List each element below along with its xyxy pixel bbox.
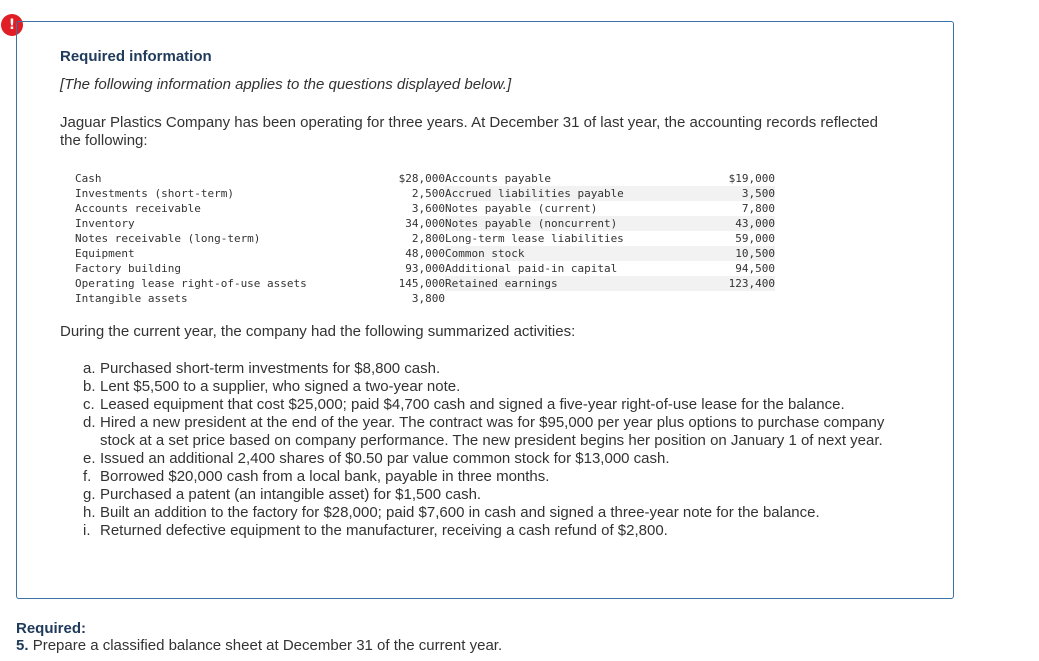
liability-name: Notes payable (noncurrent) <box>445 216 665 231</box>
ledger-row <box>75 246 775 261</box>
liability-name: Notes payable (current) <box>445 202 598 215</box>
activity-marker: i. <box>83 522 91 539</box>
asset-name: Cash <box>75 172 102 185</box>
activity-marker: e. <box>83 450 96 467</box>
asset-name: Notes receivable (long-term) <box>75 232 261 245</box>
ledger-row <box>75 216 775 231</box>
liability-name: Accounts payable <box>445 172 551 185</box>
asset-amount: 93,000 <box>405 262 445 275</box>
asset-name: Investments (short-term) <box>75 187 234 200</box>
activity-item <box>83 396 913 414</box>
asset-name: Accounts receivable <box>75 202 201 215</box>
account-balances-table <box>75 171 775 306</box>
liability-amount: 43,000 <box>665 216 775 231</box>
asset-name: Intangible assets <box>75 292 188 305</box>
liability-amount: $19,000 <box>728 172 775 185</box>
activity-text: Purchased short-term investments for $8,800 cash. <box>100 360 441 377</box>
activity-marker: g. <box>83 486 96 503</box>
asset-amount: 48,000 <box>405 247 445 260</box>
activity-marker: c. <box>83 396 95 413</box>
liability-name: Common stock <box>445 246 665 261</box>
liability-amount: 10,500 <box>665 246 775 261</box>
required-question <box>16 637 502 654</box>
activity-text: Lent $5,500 to a supplier, who signed a two-year note. <box>100 378 461 395</box>
activity-item <box>83 522 913 540</box>
activity-text: Borrowed $20,000 cash from a local bank, payable in three months. <box>100 468 550 485</box>
activity-marker: b. <box>83 378 96 395</box>
liability-name: Long-term lease liabilities <box>445 232 624 245</box>
asset-amount: 2,800 <box>411 232 445 245</box>
ledger-row <box>75 291 775 306</box>
ledger-row <box>75 186 775 201</box>
activity-text: Issued an additional 2,400 shares of $0.50 par value common stock for $13,000 cash. <box>100 450 670 467</box>
asset-amount: 3,800 <box>411 292 445 305</box>
ledger-row <box>75 276 775 291</box>
activity-text: Leased equipment that cost $25,000; paid $4,700 cash and signed a five-year right-of-use lease for the balance. <box>100 396 845 413</box>
panel-note: [The following information applies to the questions displayed below.] <box>60 76 512 93</box>
liability-amount: 59,000 <box>735 232 775 245</box>
activity-item <box>83 468 913 486</box>
liability-amount: 7,800 <box>741 202 775 215</box>
asset-name: Inventory <box>75 217 135 230</box>
liability-amount: 3,500 <box>665 186 775 201</box>
liability-amount <box>665 291 775 306</box>
asset-amount: 145,000 <box>398 277 445 290</box>
ledger-body <box>75 171 775 306</box>
activity-item <box>83 450 913 468</box>
asset-amount: $28,000 <box>398 172 445 185</box>
ledger-row <box>75 231 775 246</box>
activity-item <box>83 414 913 450</box>
panel-title: Required information <box>60 48 212 65</box>
alert-icon: ! <box>1 14 23 36</box>
liability-amount: 94,500 <box>735 262 775 275</box>
asset-amount: 34,000 <box>405 217 445 230</box>
activity-marker: d. <box>83 414 96 431</box>
activity-item <box>83 504 913 522</box>
asset-name: Factory building <box>75 262 181 275</box>
asset-name: Operating lease right-of-use assets <box>75 277 307 290</box>
liability-name <box>445 291 665 306</box>
required-label: Required: <box>16 620 87 637</box>
intro-paragraph: Jaguar Plastics Company has been operating for three years. At December 31 of last year, the accounting records reflected the following: <box>60 114 878 149</box>
activity-text: Purchased a patent (an intangible asset) for $1,500 cash. <box>100 486 482 503</box>
liability-amount: 123,400 <box>665 276 775 291</box>
asset-amount: 2,500 <box>411 187 445 200</box>
activity-text: Built an addition to the factory for $28,000; paid $7,600 in cash and signed a three-year note for the balance. <box>100 504 820 521</box>
activity-item <box>83 486 913 504</box>
ledger-row <box>75 171 775 186</box>
activity-marker: a. <box>83 360 96 377</box>
asset-name: Equipment <box>75 247 135 260</box>
ledger-row <box>75 201 775 216</box>
liability-name: Accrued liabilities payable <box>445 186 665 201</box>
activities-list <box>83 360 913 540</box>
ledger-row <box>75 261 775 276</box>
question-number: 5. <box>16 637 29 654</box>
activity-item <box>83 378 913 396</box>
activity-text: Returned defective equipment to the manufacturer, receiving a cash refund of $2,800. <box>100 522 668 539</box>
asset-amount: 3,600 <box>411 202 445 215</box>
activity-marker: f. <box>83 468 92 485</box>
activities-heading: During the current year, the company had the following summarized activities: <box>60 323 576 340</box>
liability-name: Additional paid-in capital <box>445 262 618 275</box>
question-text: Prepare a classified balance sheet at December 31 of the current year. <box>32 637 503 654</box>
activity-text: Hired a new president at the end of the year. The contract was for $95,000 per year plus options to purchase company stock at a set price based on company performance. The new president begins her position on January 1 of next year. <box>100 414 885 449</box>
required-information-panel <box>16 21 954 599</box>
activity-item <box>83 360 913 378</box>
activity-marker: h. <box>83 504 96 521</box>
liability-name: Retained earnings <box>445 276 665 291</box>
